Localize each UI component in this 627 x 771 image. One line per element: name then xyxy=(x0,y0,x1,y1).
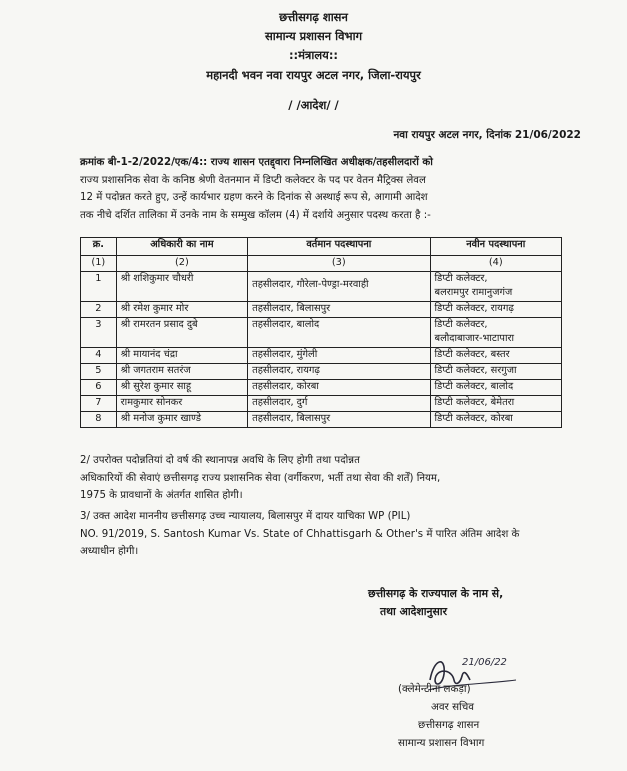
para3-line: NO. 91/2019, S. Santosh Kumar Vs. State of Chhattisgarh & Other's में पारित अंतिम आदेश के xyxy=(80,528,520,540)
header-sno: क्र. xyxy=(81,238,117,256)
cell-current: तहसीलदार, कोरबा xyxy=(248,380,430,396)
cell-new-line2: बलरामपुर रामानुजगंज xyxy=(434,287,513,298)
table-row xyxy=(81,302,562,318)
cell-sno: 8 xyxy=(81,412,117,428)
cell-sno: 1 xyxy=(81,272,117,302)
cell-current: तहसीलदार, बालोद xyxy=(248,318,430,348)
cell-sno: 3 xyxy=(81,318,117,348)
table-row xyxy=(81,380,562,396)
colnum-1: (1) xyxy=(81,256,117,272)
cell-sno: 6 xyxy=(81,380,117,396)
colnum-2: (2) xyxy=(116,256,247,272)
intro-line: क्रमांक बी-1-2/2022/एक/4:: राज्य शासन एतद्द्वारा निम्नलिखित अधीक्षक/तहसीलदारों को xyxy=(80,157,433,168)
table-row xyxy=(81,396,562,412)
cell-current: तहसीलदार, गौरेला-पेण्ड्रा-मरवाही xyxy=(248,272,430,302)
closing-line-2: तथा आदेशानुसार xyxy=(380,605,448,618)
cell-new: डिप्टी कलेक्टर, बालोद xyxy=(430,380,561,396)
cell-current: तहसीलदार, रायगढ़ xyxy=(248,364,430,380)
cell-new xyxy=(430,318,561,348)
header-govt: छत्तीसगढ़ शासन xyxy=(279,10,348,24)
signatory-org: छत्तीसगढ़ शासन xyxy=(418,719,480,731)
header-department: सामान्य प्रशासन विभाग xyxy=(264,29,363,43)
intro-line: राज्य प्रशासनिक सेवा के कनिष्ठ श्रेणी वेतनमान में डिप्टी कलेक्टर के पद पर वेतन मैट्रिक्स लेवल xyxy=(80,174,426,186)
para2-line: 1975 के प्रावधानों के अंतर्गत शासित होगी। xyxy=(80,490,243,501)
cell-name: श्री रामरतन प्रसाद दुबे xyxy=(116,318,247,348)
cell-name: श्री जगतराम सतरंज xyxy=(116,364,247,380)
signatory-name: (क्लेमेन्टीना लकड़ा) xyxy=(398,683,471,695)
cell-new: डिप्टी कलेक्टर, सरगुजा xyxy=(430,364,561,380)
para3-line: 3/ उक्त आदेश माननीय छत्तीसगढ़ उच्च न्यायालय, बिलासपुर में दायर याचिका WP (PIL) xyxy=(80,511,411,522)
cell-new: डिप्टी कलेक्टर, बेमेतरा xyxy=(430,396,561,412)
intro-line: 12 में पदोन्नत करते हुए, उन्हें कार्यभार ग्रहण करने के दिनांक से अस्थाई रूप से, आगामी आदेश xyxy=(80,192,428,203)
signature-date: 21/06/22 xyxy=(462,657,507,668)
header-officer-name: अधिकारी का नाम xyxy=(116,238,247,256)
paragraph-3 xyxy=(80,508,564,561)
table-colnum-row xyxy=(81,256,562,272)
cell-current: तहसीलदार, दुर्ग xyxy=(248,396,430,412)
signatory-designation: अवर सचिव xyxy=(431,701,474,713)
closing-line-1: छत्तीसगढ़ के राज्यपाल के नाम से, xyxy=(368,587,504,600)
cell-new xyxy=(430,272,561,302)
para2-line: अधिकारियों की सेवाएं छत्तीसगढ़ राज्य प्रशासनिक सेवा (वर्गीकरण, भर्ती तथा सेवा की शर्तें) नियम, xyxy=(80,472,441,484)
header-mantralaya: ::मंत्रालय:: xyxy=(288,48,339,62)
table-row xyxy=(81,364,562,380)
header-new-posting: नवीन पदस्थापना xyxy=(430,238,561,256)
cell-new: डिप्टी कलेक्टर, कोरबा xyxy=(430,412,561,428)
cell-name: श्री मायानंद चंद्रा xyxy=(116,348,247,364)
table-row xyxy=(81,272,562,302)
cell-sno: 2 xyxy=(81,302,117,318)
colnum-4: (4) xyxy=(430,256,561,272)
para3-line: अध्याधीन होगी। xyxy=(80,546,139,557)
date-line: नवा रायपुर अटल नगर, दिनांक 21/06/2022 xyxy=(393,129,581,141)
header-address: महानदी भवन नवा रायपुर अटल नगर, जिला-रायपुर xyxy=(206,68,421,82)
cell-new-line2: बलौदाबाजार-भाटापारा xyxy=(434,333,515,344)
posting-table xyxy=(80,237,562,428)
cell-current: तहसीलदार, बिलासपुर xyxy=(248,412,430,428)
cell-current: तहसीलदार, बिलासपुर xyxy=(248,302,430,318)
cell-name: श्री रमेश कुमार मोर xyxy=(116,302,247,318)
cell-current: तहसीलदार, मुंगेली xyxy=(248,348,430,364)
cell-new-line1: डिप्टी कलेक्टर, xyxy=(434,273,488,284)
intro-paragraph xyxy=(80,154,564,224)
cell-name: रामकुमार सोनकर xyxy=(116,396,247,412)
table-header-row xyxy=(81,238,562,256)
cell-new: डिप्टी कलेक्टर, बस्तर xyxy=(430,348,561,364)
signatory-department: सामान्य प्रशासन विभाग xyxy=(398,737,485,749)
cell-sno: 5 xyxy=(81,364,117,380)
cell-sno: 7 xyxy=(81,396,117,412)
paragraph-2 xyxy=(80,452,564,505)
table-row xyxy=(81,412,562,428)
cell-sno: 4 xyxy=(81,348,117,364)
cell-new-line1: डिप्टी कलेक्टर, xyxy=(434,319,488,330)
table-row xyxy=(81,318,562,348)
table-row xyxy=(81,348,562,364)
para2-line: 2/ उपरोक्त पदोन्नतियां दो वर्ष की स्थानापन्न अवधि के लिए होगी तथा पदोन्नत xyxy=(80,455,360,466)
colnum-3: (3) xyxy=(248,256,430,272)
cell-name: श्री सुरेश कुमार साहू xyxy=(116,380,247,396)
order-title: / /आदेश/ / xyxy=(288,98,339,112)
cell-new: डिप्टी कलेक्टर, रायगढ़ xyxy=(430,302,561,318)
intro-line: तक नीचे दर्शित तालिका में उनके नाम के सम्मुख कॉलम (4) में दर्शाये अनुसार पदस्थ करता है :- xyxy=(80,209,431,221)
header-current-posting: वर्तमान पदस्थापना xyxy=(248,238,430,256)
cell-name: श्री शशिकुमार चौधरी xyxy=(116,272,247,302)
cell-name: श्री मनोज कुमार खाण्डे xyxy=(116,412,247,428)
